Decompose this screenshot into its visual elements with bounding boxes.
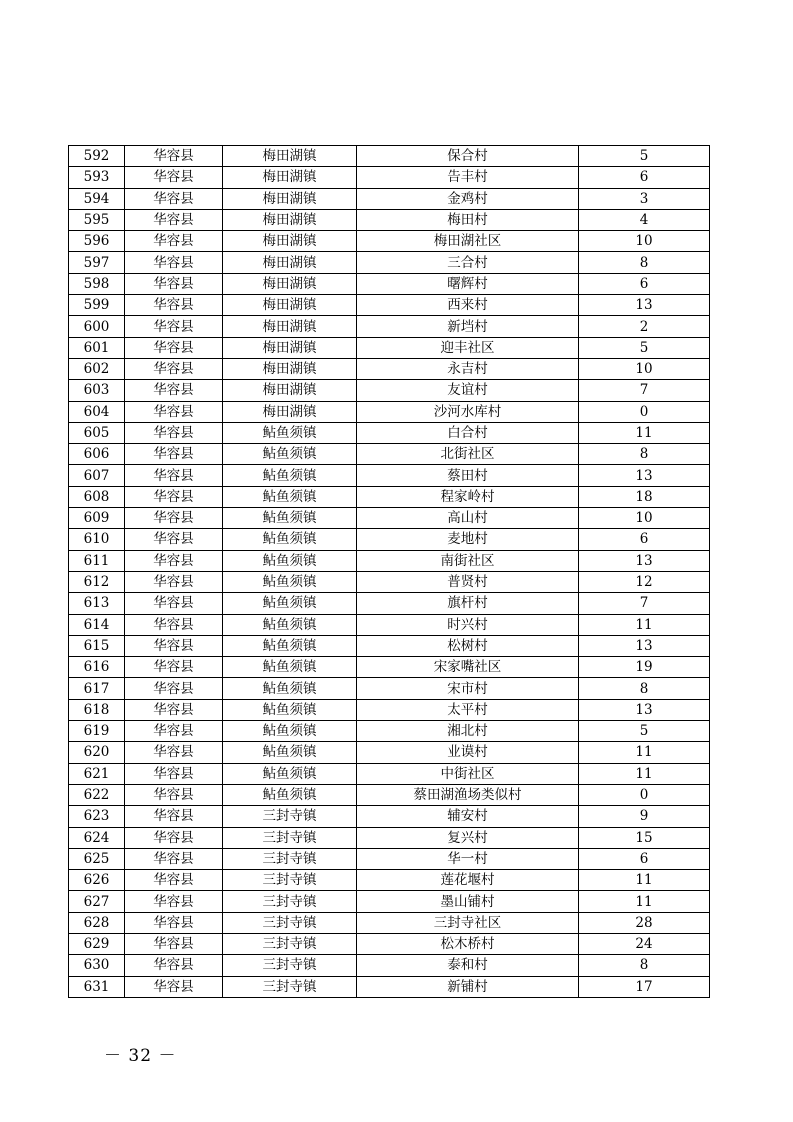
county-cell: 华容县 xyxy=(125,721,223,742)
table-row xyxy=(69,316,710,337)
row-number-cell: 614 xyxy=(69,614,125,635)
count-cell: 0 xyxy=(579,401,710,422)
village-cell: 梅田村 xyxy=(357,209,579,230)
count-cell: 11 xyxy=(579,422,710,443)
row-number-cell: 605 xyxy=(69,422,125,443)
row-number-cell: 604 xyxy=(69,401,125,422)
village-cell: 普贤村 xyxy=(357,571,579,592)
town-cell: 三封寺镇 xyxy=(223,806,357,827)
village-cell: 辅安村 xyxy=(357,806,579,827)
count-cell: 10 xyxy=(579,508,710,529)
table-row xyxy=(69,678,710,699)
town-cell: 梅田湖镇 xyxy=(223,146,357,167)
town-cell: 鲇鱼须镇 xyxy=(223,614,357,635)
table-body xyxy=(69,146,710,998)
row-number-cell: 596 xyxy=(69,231,125,252)
table-row xyxy=(69,167,710,188)
village-cell: 麦地村 xyxy=(357,529,579,550)
village-cell: 三合村 xyxy=(357,252,579,273)
table-row xyxy=(69,358,710,379)
county-cell: 华容县 xyxy=(125,571,223,592)
town-cell: 鲇鱼须镇 xyxy=(223,763,357,784)
table-row xyxy=(69,891,710,912)
county-cell: 华容县 xyxy=(125,358,223,379)
table-row xyxy=(69,955,710,976)
count-cell: 24 xyxy=(579,933,710,954)
town-cell: 鲇鱼须镇 xyxy=(223,678,357,699)
village-cell: 曙辉村 xyxy=(357,273,579,294)
village-table xyxy=(68,145,710,998)
count-cell: 6 xyxy=(579,529,710,550)
town-cell: 鲇鱼须镇 xyxy=(223,784,357,805)
county-cell: 华容县 xyxy=(125,550,223,571)
count-cell: 11 xyxy=(579,742,710,763)
row-number-cell: 620 xyxy=(69,742,125,763)
county-cell: 华容县 xyxy=(125,252,223,273)
county-cell: 华容县 xyxy=(125,167,223,188)
town-cell: 鲇鱼须镇 xyxy=(223,657,357,678)
count-cell: 8 xyxy=(579,955,710,976)
county-cell: 华容县 xyxy=(125,316,223,337)
town-cell: 鲇鱼须镇 xyxy=(223,593,357,614)
county-cell: 华容县 xyxy=(125,188,223,209)
table-row xyxy=(69,593,710,614)
town-cell: 鲇鱼须镇 xyxy=(223,550,357,571)
town-cell: 梅田湖镇 xyxy=(223,295,357,316)
county-cell: 华容县 xyxy=(125,465,223,486)
county-cell: 华容县 xyxy=(125,529,223,550)
table-row xyxy=(69,806,710,827)
row-number-cell: 623 xyxy=(69,806,125,827)
count-cell: 28 xyxy=(579,912,710,933)
town-cell: 鲇鱼须镇 xyxy=(223,508,357,529)
county-cell: 华容县 xyxy=(125,295,223,316)
count-cell: 8 xyxy=(579,678,710,699)
town-cell: 三封寺镇 xyxy=(223,891,357,912)
table-row xyxy=(69,933,710,954)
row-number-cell: 611 xyxy=(69,550,125,571)
county-cell: 华容县 xyxy=(125,933,223,954)
town-cell: 鲇鱼须镇 xyxy=(223,635,357,656)
county-cell: 华容县 xyxy=(125,955,223,976)
county-cell: 华容县 xyxy=(125,273,223,294)
count-cell: 12 xyxy=(579,571,710,592)
county-cell: 华容县 xyxy=(125,486,223,507)
count-cell: 5 xyxy=(579,337,710,358)
count-cell: 10 xyxy=(579,231,710,252)
count-cell: 13 xyxy=(579,295,710,316)
table-row xyxy=(69,188,710,209)
row-number-cell: 597 xyxy=(69,252,125,273)
count-cell: 7 xyxy=(579,593,710,614)
village-cell: 金鸡村 xyxy=(357,188,579,209)
village-cell: 太平村 xyxy=(357,699,579,720)
town-cell: 鲇鱼须镇 xyxy=(223,571,357,592)
row-number-cell: 592 xyxy=(69,146,125,167)
table-row xyxy=(69,699,710,720)
count-cell: 9 xyxy=(579,806,710,827)
village-cell: 旗杆村 xyxy=(357,593,579,614)
row-number-cell: 618 xyxy=(69,699,125,720)
table-row xyxy=(69,231,710,252)
village-cell: 友谊村 xyxy=(357,380,579,401)
village-cell: 三封寺社区 xyxy=(357,912,579,933)
row-number-cell: 613 xyxy=(69,593,125,614)
table-row xyxy=(69,401,710,422)
count-cell: 8 xyxy=(579,444,710,465)
count-cell: 5 xyxy=(579,721,710,742)
table-row xyxy=(69,635,710,656)
count-cell: 11 xyxy=(579,891,710,912)
table-row xyxy=(69,380,710,401)
row-number-cell: 619 xyxy=(69,721,125,742)
table-row xyxy=(69,508,710,529)
county-cell: 华容县 xyxy=(125,742,223,763)
village-cell: 白合村 xyxy=(357,422,579,443)
count-cell: 6 xyxy=(579,273,710,294)
town-cell: 梅田湖镇 xyxy=(223,337,357,358)
table-row xyxy=(69,614,710,635)
count-cell: 6 xyxy=(579,848,710,869)
count-cell: 19 xyxy=(579,657,710,678)
row-number-cell: 631 xyxy=(69,976,125,997)
count-cell: 2 xyxy=(579,316,710,337)
row-number-cell: 628 xyxy=(69,912,125,933)
row-number-cell: 622 xyxy=(69,784,125,805)
town-cell: 梅田湖镇 xyxy=(223,273,357,294)
village-cell: 告丰村 xyxy=(357,167,579,188)
town-cell: 梅田湖镇 xyxy=(223,401,357,422)
county-cell: 华容县 xyxy=(125,806,223,827)
county-cell: 华容县 xyxy=(125,827,223,848)
town-cell: 鲇鱼须镇 xyxy=(223,721,357,742)
county-cell: 华容县 xyxy=(125,848,223,869)
count-cell: 18 xyxy=(579,486,710,507)
row-number-cell: 601 xyxy=(69,337,125,358)
village-cell: 新铺村 xyxy=(357,976,579,997)
village-cell: 迎丰社区 xyxy=(357,337,579,358)
village-cell: 梅田湖社区 xyxy=(357,231,579,252)
table-row xyxy=(69,550,710,571)
row-number-cell: 615 xyxy=(69,635,125,656)
county-cell: 华容县 xyxy=(125,614,223,635)
row-number-cell: 630 xyxy=(69,955,125,976)
county-cell: 华容县 xyxy=(125,976,223,997)
count-cell: 0 xyxy=(579,784,710,805)
town-cell: 三封寺镇 xyxy=(223,933,357,954)
row-number-cell: 612 xyxy=(69,571,125,592)
county-cell: 华容县 xyxy=(125,231,223,252)
town-cell: 梅田湖镇 xyxy=(223,380,357,401)
town-cell: 三封寺镇 xyxy=(223,870,357,891)
row-number-cell: 594 xyxy=(69,188,125,209)
county-cell: 华容县 xyxy=(125,508,223,529)
row-number-cell: 616 xyxy=(69,657,125,678)
village-cell: 业谟村 xyxy=(357,742,579,763)
row-number-cell: 607 xyxy=(69,465,125,486)
table-row xyxy=(69,295,710,316)
row-number-cell: 626 xyxy=(69,870,125,891)
county-cell: 华容县 xyxy=(125,912,223,933)
row-number-cell: 593 xyxy=(69,167,125,188)
count-cell: 15 xyxy=(579,827,710,848)
village-cell: 永吉村 xyxy=(357,358,579,379)
town-cell: 梅田湖镇 xyxy=(223,167,357,188)
table-row xyxy=(69,912,710,933)
count-cell: 3 xyxy=(579,188,710,209)
row-number-cell: 610 xyxy=(69,529,125,550)
town-cell: 梅田湖镇 xyxy=(223,188,357,209)
count-cell: 13 xyxy=(579,465,710,486)
county-cell: 华容县 xyxy=(125,380,223,401)
row-number-cell: 624 xyxy=(69,827,125,848)
village-cell: 莲花堰村 xyxy=(357,870,579,891)
row-number-cell: 609 xyxy=(69,508,125,529)
table-row xyxy=(69,273,710,294)
town-cell: 梅田湖镇 xyxy=(223,252,357,273)
row-number-cell: 595 xyxy=(69,209,125,230)
table-row xyxy=(69,444,710,465)
table-row xyxy=(69,763,710,784)
county-cell: 华容县 xyxy=(125,763,223,784)
county-cell: 华容县 xyxy=(125,422,223,443)
table-row xyxy=(69,252,710,273)
row-number-cell: 602 xyxy=(69,358,125,379)
town-cell: 梅田湖镇 xyxy=(223,231,357,252)
table-row xyxy=(69,848,710,869)
county-cell: 华容县 xyxy=(125,593,223,614)
table-row xyxy=(69,657,710,678)
town-cell: 梅田湖镇 xyxy=(223,316,357,337)
table-row xyxy=(69,465,710,486)
county-cell: 华容县 xyxy=(125,444,223,465)
count-cell: 17 xyxy=(579,976,710,997)
town-cell: 梅田湖镇 xyxy=(223,358,357,379)
town-cell: 鲇鱼须镇 xyxy=(223,742,357,763)
row-number-cell: 606 xyxy=(69,444,125,465)
village-cell: 蔡田村 xyxy=(357,465,579,486)
town-cell: 鲇鱼须镇 xyxy=(223,444,357,465)
village-cell: 复兴村 xyxy=(357,827,579,848)
town-cell: 三封寺镇 xyxy=(223,976,357,997)
table-row xyxy=(69,827,710,848)
town-cell: 鲇鱼须镇 xyxy=(223,422,357,443)
count-cell: 5 xyxy=(579,146,710,167)
row-number-cell: 598 xyxy=(69,273,125,294)
village-cell: 松树村 xyxy=(357,635,579,656)
row-number-cell: 625 xyxy=(69,848,125,869)
table-row xyxy=(69,209,710,230)
county-cell: 华容县 xyxy=(125,657,223,678)
row-number-cell: 600 xyxy=(69,316,125,337)
village-cell: 宋市村 xyxy=(357,678,579,699)
county-cell: 华容县 xyxy=(125,870,223,891)
count-cell: 11 xyxy=(579,870,710,891)
village-cell: 泰和村 xyxy=(357,955,579,976)
table-row xyxy=(69,486,710,507)
village-cell: 中街社区 xyxy=(357,763,579,784)
county-cell: 华容县 xyxy=(125,209,223,230)
county-cell: 华容县 xyxy=(125,784,223,805)
town-cell: 梅田湖镇 xyxy=(223,209,357,230)
count-cell: 7 xyxy=(579,380,710,401)
row-number-cell: 617 xyxy=(69,678,125,699)
village-cell: 保合村 xyxy=(357,146,579,167)
town-cell: 鲇鱼须镇 xyxy=(223,699,357,720)
table-row xyxy=(69,870,710,891)
town-cell: 三封寺镇 xyxy=(223,955,357,976)
county-cell: 华容县 xyxy=(125,146,223,167)
village-cell: 新垱村 xyxy=(357,316,579,337)
county-cell: 华容县 xyxy=(125,891,223,912)
row-number-cell: 599 xyxy=(69,295,125,316)
count-cell: 13 xyxy=(579,635,710,656)
count-cell: 4 xyxy=(579,209,710,230)
town-cell: 三封寺镇 xyxy=(223,827,357,848)
table-row xyxy=(69,721,710,742)
table-row xyxy=(69,742,710,763)
village-cell: 西来村 xyxy=(357,295,579,316)
page-number: － 32 － xyxy=(104,1046,177,1066)
count-cell: 11 xyxy=(579,763,710,784)
village-cell: 墨山铺村 xyxy=(357,891,579,912)
table-row xyxy=(69,784,710,805)
village-cell: 北街社区 xyxy=(357,444,579,465)
village-cell: 高山村 xyxy=(357,508,579,529)
village-cell: 时兴村 xyxy=(357,614,579,635)
county-cell: 华容县 xyxy=(125,635,223,656)
county-cell: 华容县 xyxy=(125,678,223,699)
row-number-cell: 608 xyxy=(69,486,125,507)
town-cell: 三封寺镇 xyxy=(223,848,357,869)
town-cell: 三封寺镇 xyxy=(223,912,357,933)
row-number-cell: 621 xyxy=(69,763,125,784)
village-cell: 松木桥村 xyxy=(357,933,579,954)
count-cell: 13 xyxy=(579,550,710,571)
county-cell: 华容县 xyxy=(125,401,223,422)
county-cell: 华容县 xyxy=(125,337,223,358)
table-row xyxy=(69,337,710,358)
count-cell: 8 xyxy=(579,252,710,273)
table-row xyxy=(69,571,710,592)
table-row xyxy=(69,146,710,167)
count-cell: 11 xyxy=(579,614,710,635)
village-cell: 沙河水库村 xyxy=(357,401,579,422)
town-cell: 鲇鱼须镇 xyxy=(223,529,357,550)
row-number-cell: 603 xyxy=(69,380,125,401)
village-cell: 蔡田湖渔场类似村 xyxy=(357,784,579,805)
table-row xyxy=(69,422,710,443)
table-row xyxy=(69,529,710,550)
count-cell: 6 xyxy=(579,167,710,188)
row-number-cell: 627 xyxy=(69,891,125,912)
village-cell: 宋家嘴社区 xyxy=(357,657,579,678)
county-cell: 华容县 xyxy=(125,699,223,720)
village-cell: 程家岭村 xyxy=(357,486,579,507)
count-cell: 13 xyxy=(579,699,710,720)
table-row xyxy=(69,976,710,997)
count-cell: 10 xyxy=(579,358,710,379)
town-cell: 鲇鱼须镇 xyxy=(223,486,357,507)
town-cell: 鲇鱼须镇 xyxy=(223,465,357,486)
village-cell: 华一村 xyxy=(357,848,579,869)
village-cell: 湘北村 xyxy=(357,721,579,742)
village-cell: 南街社区 xyxy=(357,550,579,571)
row-number-cell: 629 xyxy=(69,933,125,954)
